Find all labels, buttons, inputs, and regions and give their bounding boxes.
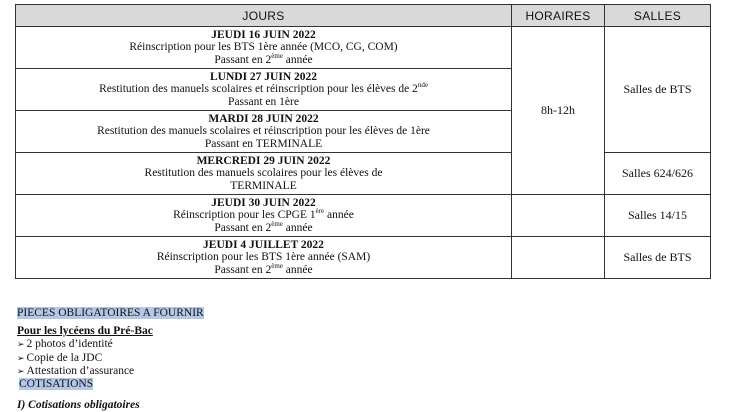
arrow-bullet-icon: ➢ xyxy=(17,353,25,363)
schedule-table xyxy=(15,4,711,279)
list-item xyxy=(17,352,102,365)
list-item-text: Attestation d’assurance xyxy=(26,365,135,377)
list-item xyxy=(17,338,113,351)
day-line: Restitution des manuels scolaires pour les élèves de xyxy=(144,167,383,180)
text-fragment: année xyxy=(282,263,313,276)
day-cell xyxy=(16,111,512,153)
day-date: JEUDI 30 JUIN 2022 xyxy=(211,196,316,209)
day-line: Réinscription pour les BTS 1ère année (MCO, CG, COM) xyxy=(129,41,398,54)
day-line xyxy=(16,83,511,96)
arrow-bullet-icon: ➢ xyxy=(17,339,25,349)
superscript: ère xyxy=(315,207,325,216)
text-fragment: Restitution des manuels scolaires et réinscription pour les élèves de 2 xyxy=(99,83,418,96)
day-line: Réinscription pour les BTS 1ère année (SAM) xyxy=(156,251,371,264)
superscript: ème xyxy=(271,261,283,270)
day-line: Restitution des manuels scolaires et réinscription pour les élèves de 1ère xyxy=(97,125,430,138)
day-date: MERCREDI 29 JUIN 2022 xyxy=(196,154,331,167)
horaire-cell-empty xyxy=(512,195,605,237)
text-fragment: année xyxy=(324,209,354,222)
day-line: Passant en 1ère xyxy=(228,95,299,108)
superscript: ème xyxy=(271,51,283,60)
day-line xyxy=(16,261,511,277)
text-fragment: Passant en 2 xyxy=(214,263,272,276)
day-cell xyxy=(16,237,512,279)
cotisations-subtitle: I) Cotisations obligatoires xyxy=(17,399,140,411)
day-line xyxy=(16,209,511,222)
text-fragment: Passant en 2 xyxy=(214,53,272,66)
day-date: MARDI 28 JUIN 2022 xyxy=(208,112,319,125)
table-row xyxy=(16,27,711,69)
room-cell: Salles 14/15 xyxy=(605,195,711,237)
day-date: LUNDI 27 JUIN 2022 xyxy=(209,70,318,83)
table-row xyxy=(16,237,711,279)
day-cell xyxy=(16,27,512,69)
pieces-title: PIECES OBLIGATOIRES A FOURNIR xyxy=(17,307,204,319)
cotisations-title: COTISATIONS xyxy=(19,378,94,390)
day-line xyxy=(16,51,511,67)
arrow-bullet-icon: ➢ xyxy=(17,366,25,376)
day-date: JEUDI 4 JUILLET 2022 xyxy=(203,238,324,251)
day-cell xyxy=(16,195,512,237)
day-cell xyxy=(16,153,512,195)
cotisations-heading xyxy=(19,378,93,391)
list-item-text: Copie de la JDC xyxy=(26,352,103,364)
day-date: JEUDI 16 JUIN 2022 xyxy=(211,28,316,41)
room-cell: Salles de BTS xyxy=(605,27,711,153)
superscript: ème xyxy=(271,219,283,228)
superscript: nde xyxy=(417,81,428,90)
header-row xyxy=(16,5,711,27)
horaire-cell-empty xyxy=(512,237,605,279)
pieces-heading xyxy=(17,307,204,320)
horaire-cell: 8h-12h xyxy=(512,27,605,195)
room-cell: Salles de BTS xyxy=(605,237,711,279)
day-line: Passant en TERMINALE xyxy=(204,137,323,150)
room-cell: Salles 624/626 xyxy=(605,153,711,195)
day-line: TERMINALE xyxy=(230,179,297,192)
text-fragment: Passant en 2 xyxy=(214,221,272,234)
table-row xyxy=(16,153,711,195)
prebac-title: Pour les lycéens du Pré-Bac xyxy=(17,325,153,337)
text-fragment: année xyxy=(282,53,313,66)
table-row xyxy=(16,195,711,237)
day-line xyxy=(16,219,511,235)
list-item xyxy=(17,365,134,378)
header-jours: JOURS xyxy=(16,5,512,27)
day-cell xyxy=(16,69,512,111)
list-item-text: 2 photos d’identité xyxy=(26,338,113,350)
header-salles: SALLES xyxy=(605,5,711,27)
text-fragment: année xyxy=(282,221,313,234)
header-horaires: HORAIRES xyxy=(512,5,605,27)
text-fragment: Réinscription pour les CPGE 1 xyxy=(173,209,316,222)
